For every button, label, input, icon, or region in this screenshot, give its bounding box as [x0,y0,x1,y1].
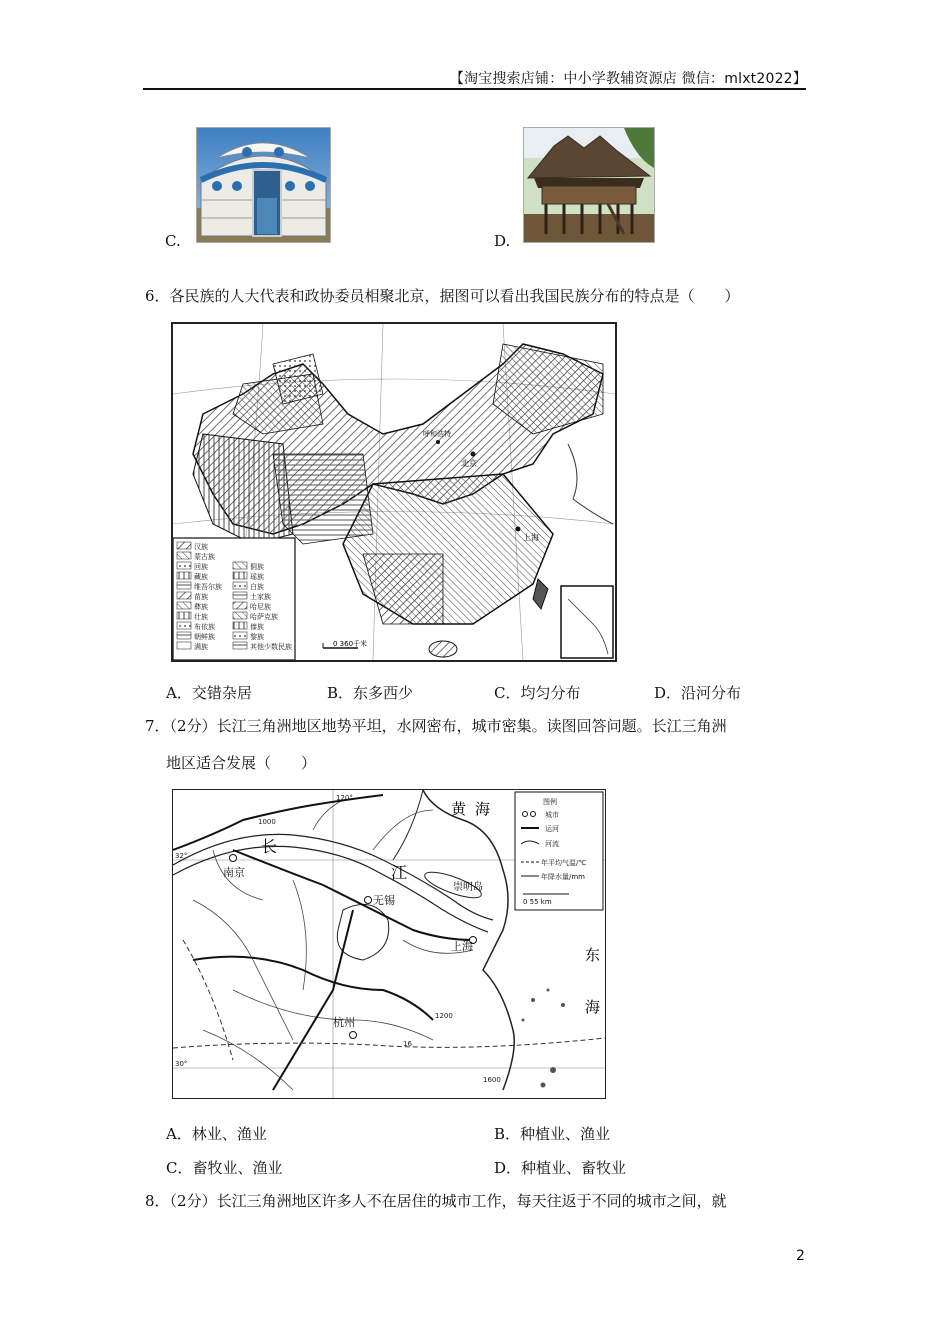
map-label-beijing: 北京 [461,459,477,468]
legend7-title: 图例 [543,798,557,806]
legend6-l-4: 维吾尔族 [194,583,222,591]
page-number: 2 [796,1248,805,1264]
q6-option-c[interactable]: C．均匀分布 [494,684,581,702]
tick-16: 16 [403,1040,412,1048]
island-chongming: 崇明岛 [453,882,483,893]
legend6-l-10: 满族 [194,643,208,651]
sea-huang: 黄 [451,800,467,818]
tick-1200: 1200 [435,1012,453,1020]
sea-dong: 东 [585,946,601,964]
legend6-l-9: 朝鲜族 [194,633,215,641]
city-nanjing: 南京 [223,866,245,879]
sea-hai-1: 海 [475,800,491,818]
legend6-l-7: 壮族 [194,613,208,621]
tick-120-top: 120° [336,794,353,802]
river-char-chang: 长 [261,837,278,856]
map-label-hohhot: 呼和浩特 [423,430,451,438]
city-wuxi: 无锡 [373,894,395,907]
city-shanghai: 上海 [451,940,473,953]
legend6-l-6: 彝族 [194,603,208,611]
legend6-r-2: 白族 [250,583,264,591]
legend6-l-5: 苗族 [194,593,208,601]
legend6-r-3: 土家族 [250,593,271,601]
legend6-r-1: 瑶族 [250,573,264,581]
tick-1600: 1600 [483,1076,501,1084]
legend7-city: 城市 [545,811,559,819]
tick-32: 32° [175,852,188,860]
q7-option-d[interactable]: D．种植业、畜牧业 [494,1159,627,1177]
q7-option-b[interactable]: B．种植业、渔业 [494,1125,611,1143]
legend6-l-8: 布依族 [194,623,215,631]
legend6-r-8: 其他少数民族 [250,643,292,651]
legend7-scale: 0 55 km [523,898,552,906]
q6-option-d[interactable]: D．沿河分布 [654,684,742,702]
header-rule [143,88,806,90]
legend6-r-0: 侗族 [250,563,264,571]
yurt-image [196,127,331,243]
q6-option-a[interactable]: A．交错杂居 [166,684,252,702]
ethnic-distribution-map [171,322,617,662]
legend6-r-6: 傣族 [250,623,264,631]
legend6-r-7: 黎族 [250,633,264,641]
legend6-l-2: 回族 [194,563,208,571]
legend6-l-1: 蒙古族 [194,553,215,561]
legend6-l-3: 藏族 [194,573,208,581]
map6-scale: 0 360千米 [333,640,368,648]
yangtze-delta-map [172,789,606,1099]
city-hangzhou: 杭州 [333,1016,355,1029]
stilt-house-image [523,127,655,243]
river-char-jiang: 江 [391,863,408,882]
map-label-shanghai: 上海 [523,533,539,542]
header-text: 【淘宝搜索店铺：中小学教辅资源店 微信：mlxt2022】 [449,71,807,87]
option-d-label: D. [494,232,511,250]
legend6-r-5: 哈萨克族 [250,613,278,621]
option-c-label: C. [165,232,181,250]
question-8-stem: 8．（2分）长江三角洲地区许多人不在居住的城市工作，每天往返于不同的城市之间，就 [145,1192,727,1210]
sea-hai-2: 海 [585,998,601,1016]
tick-1000: 1000 [258,818,276,826]
legend7-temp: 年平均气温/℃ [541,859,587,867]
q7-option-a[interactable]: A．林业、渔业 [166,1125,267,1143]
legend7-canal: 运河 [545,825,559,833]
tick-30-left: 30° [175,1060,188,1068]
legend7-precip: 年降水量/mm [541,873,585,881]
q7-option-c[interactable]: C．畜牧业、渔业 [166,1159,283,1177]
question-6-stem: 6．各民族的人大代表和政协委员相聚北京，据图可以看出我国民族分布的特点是（ ） [145,287,740,305]
legend6-r-4: 哈尼族 [250,603,271,611]
question-7-stem-line2: 地区适合发展（ ） [166,754,317,772]
q6-option-b[interactable]: B．东多西少 [327,684,414,702]
question-7-stem-line1: 7．（2分）长江三角洲地区地势平坦，水网密布，城市密集。读图回答问题。长江三角洲 [145,717,727,735]
legend7-river: 河流 [545,840,559,848]
legend6-l-0: 汉族 [194,543,208,551]
